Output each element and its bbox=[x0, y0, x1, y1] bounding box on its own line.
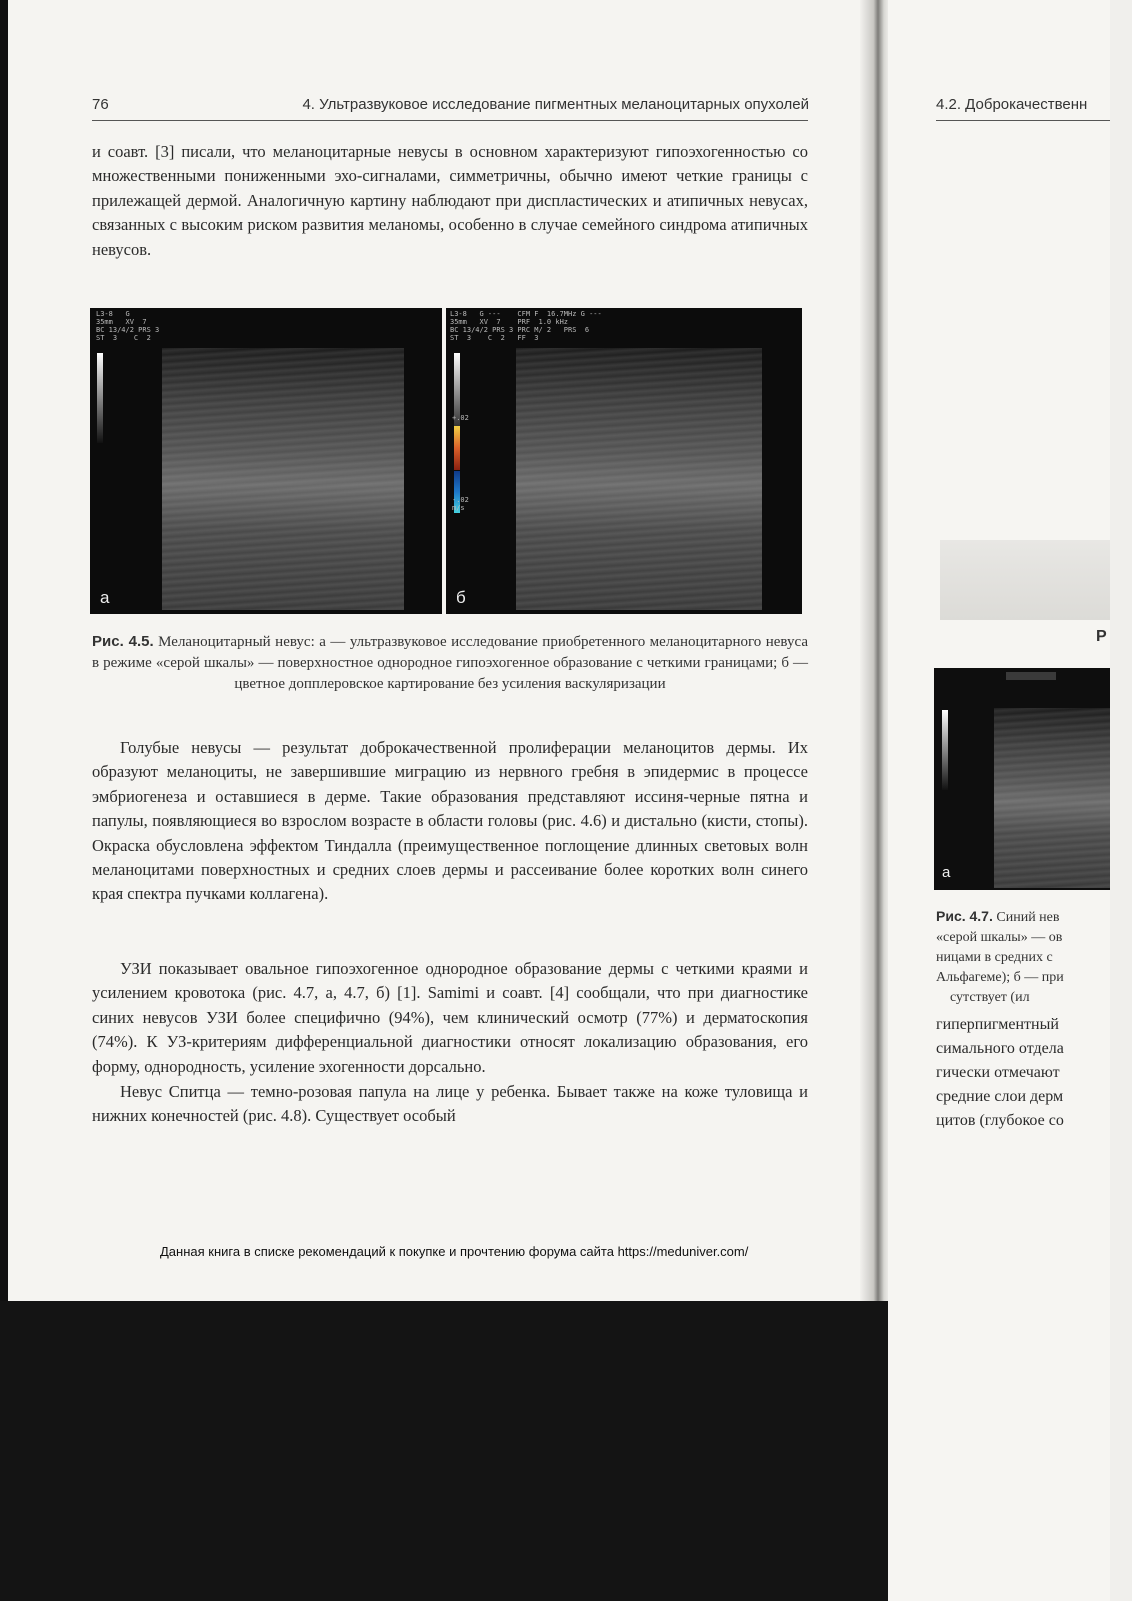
velocity-scale-top: +.02 bbox=[452, 414, 469, 422]
right-header-rule bbox=[936, 120, 1110, 121]
book-gutter bbox=[860, 0, 890, 1301]
right-running-header: 4.2. Доброкачественн bbox=[936, 96, 1088, 113]
right-text-line: средние слои дерм bbox=[936, 1088, 1064, 1105]
panel-a-settings: L3-8 G 35mm XV 7 BC 13/4/2 PRS 3 ST 3 C 2 bbox=[96, 310, 160, 342]
paragraph-intro: и соавт. [3] писали, что меланоцитарные невусы в основном характеризуют гипоэхогенностью со множественными пониженными эхо-сигналами, симметричны, обычно имеют четкие границы с прилежащей дермой. Аналогичную картину наблюдают при диспластических и атипичных невусах, связанных с высоким риском развития меланомы, особенно в случае семейного синдрома атипичных невусов. bbox=[92, 142, 808, 259]
gray-scale-bar bbox=[942, 710, 948, 790]
paragraph-blue-nevi: Голубые невусы — результат доброкачественной пролиферации меланоцитов дермы. Их образуют меланоциты, не завершившие миграцию из нервного гребня в эпидермис в процессе эмбриогенеза и оставшиеся в дерме. Такие образования представляют иссиня-черные пятна и папулы, появляющиеся во взрослом возрасте в области головы (рис. 4.6) и дистально (кисти, стопы). Окраска обусловлена эффектом Тиндалла (преимущественное поглощение длинных световых волн меланоцитами поверхностных и средних слоев дермы и рассеивание более коротких волн синего края спектра пучками коллагена). bbox=[92, 738, 808, 904]
ultrasound-image-b bbox=[516, 348, 762, 610]
caption-text: Меланоцитарный невус: а — ультразвуковое исследование приобретенного меланоцитарного невуса в режиме «серой шкалы» — поверхностное однородное гипоэхогенное образование с четкими границами; б — цветное допплеровское картирование без усиления васкуляризации bbox=[92, 634, 808, 692]
ultrasound-image-a bbox=[162, 348, 404, 610]
right-ultrasound-image bbox=[994, 708, 1110, 888]
paragraph-ultrasound: УЗИ показывает овальное гипоэхогенное однородное образование дермы с четкими краями и усилением кровотока (рис. 4.7, а, 4.7, б) [1]. Samimi и соавт. [4] сообщали, что при диагностике синих невусов УЗИ более специфично (94%), чем клинический осмотр (77%) и дерматоскопия (74%). К УЗ-критериям дифференциальной диагностики относят локализацию образования, его форму, однородность, усиление эхогенности дорсально. bbox=[92, 959, 808, 1076]
right-figure-placeholder bbox=[940, 540, 1110, 620]
panel-b-settings: L3-8 G --- CFM F 16.7MHz G --- 35mm XV 7 PRF 1.0 kHz BC 13/4/2 PRS 3 PRC M/ 2 PRS 6 ST 3 C 2 FF 3 bbox=[450, 310, 602, 342]
right-caption-line: «серой шкалы» — ов bbox=[936, 930, 1063, 945]
velocity-scale-bottom: -.02 m/s bbox=[452, 496, 469, 512]
ultrasound-panel-a bbox=[90, 308, 442, 614]
right-caption-label: Рис. 4.7. bbox=[936, 908, 993, 924]
right-caption-line: Синий нев bbox=[996, 910, 1060, 925]
right-panel-letter: а bbox=[942, 864, 951, 881]
right-caption bbox=[936, 906, 1064, 1008]
page-number: 76 bbox=[92, 96, 109, 113]
figure-caption bbox=[92, 631, 808, 695]
right-text-column bbox=[936, 1013, 1064, 1133]
right-text-line: гически отмечают bbox=[936, 1064, 1060, 1081]
right-caption-line: Альфагеме); б — при bbox=[936, 970, 1064, 985]
header-rule bbox=[92, 120, 808, 121]
right-panel-header bbox=[1006, 672, 1056, 680]
gray-scale-bar bbox=[97, 353, 103, 443]
ultrasound-panel-b bbox=[446, 308, 802, 614]
panel-a-letter: а bbox=[100, 588, 110, 607]
paragraph-spitz: Невус Спитца — темно-розовая папула на лице у ребенка. Бывает также на коже туловища и нижних конечностей (рис. 4.8). Существует особый bbox=[92, 1082, 808, 1126]
right-ultrasound-panel bbox=[934, 668, 1110, 890]
color-scale-red bbox=[454, 426, 460, 470]
scan-edge bbox=[1110, 0, 1132, 1601]
footer-note: Данная книга в списке рекомендаций к покупке и прочтению форума сайта https://meduniver.com/ bbox=[160, 1244, 749, 1259]
right-text-line: симального отдела bbox=[936, 1040, 1064, 1057]
right-figure-mark: Р bbox=[1096, 628, 1107, 645]
right-text-line: цитов (глубокое со bbox=[936, 1112, 1064, 1129]
running-header: 4. Ультразвуковое исследование пигментных меланоцитарных опухолей bbox=[302, 96, 809, 113]
caption-label: Рис. 4.5. bbox=[92, 633, 154, 650]
right-text-line: гиперпигментный bbox=[936, 1016, 1059, 1033]
panel-b-letter: б bbox=[456, 588, 466, 607]
scan-background bbox=[0, 1301, 888, 1601]
right-caption-line: сутствует (ил bbox=[936, 990, 1030, 1005]
right-caption-line: ницами в средних с bbox=[936, 950, 1053, 965]
